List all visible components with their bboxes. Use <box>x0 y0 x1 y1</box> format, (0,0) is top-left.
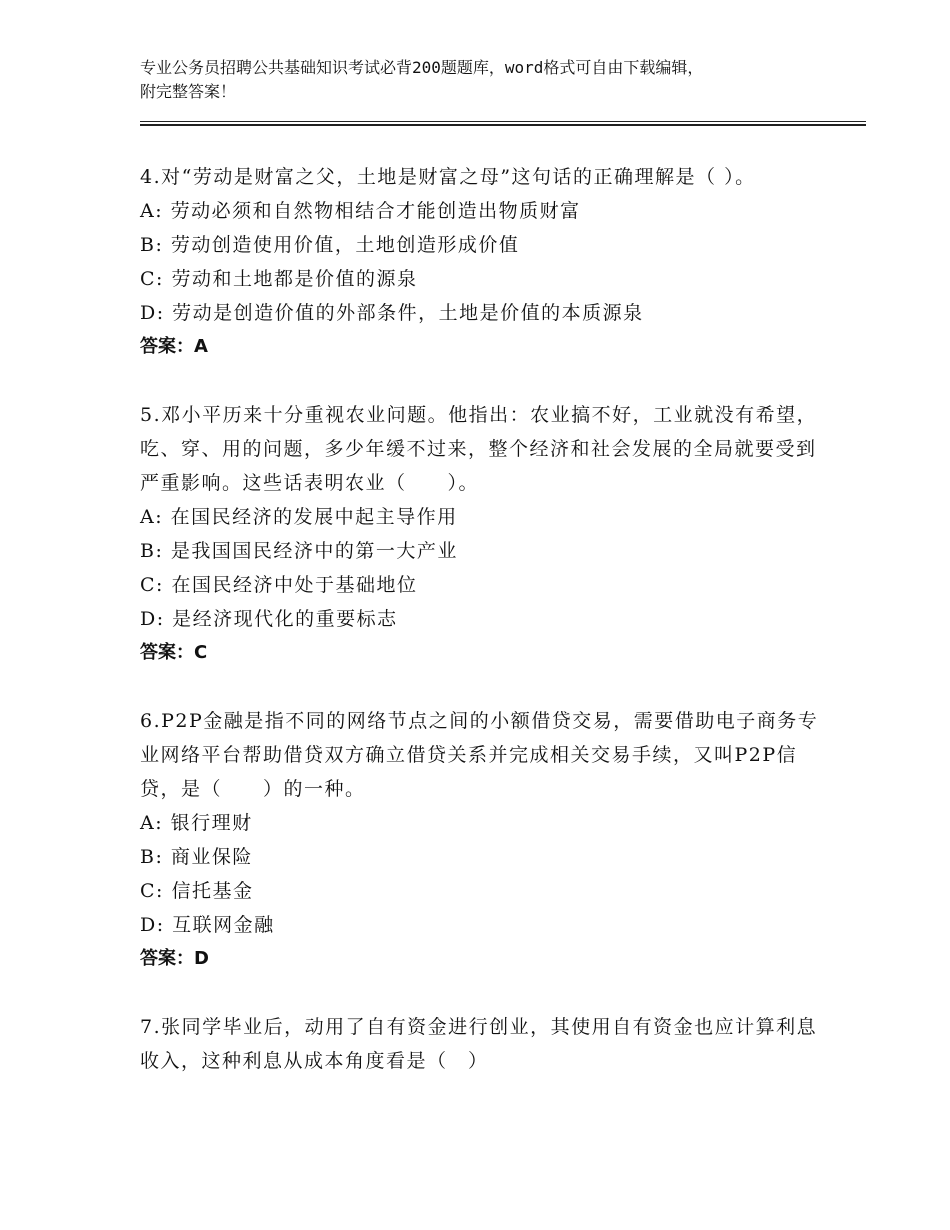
answer-label: 答案：A <box>140 336 208 357</box>
option-b: B: 是我国国民经济中的第一大产业 <box>140 540 458 562</box>
header-title-line-2: 附完整答案！ <box>140 82 237 101</box>
question-6 <box>140 704 820 976</box>
document-header <box>140 56 840 104</box>
option-c: C: 劳动和土地都是价值的源泉 <box>140 268 418 290</box>
question-text: 6.P2P金融是指不同的网络节点之间的小额借贷交易，需要借助电子商务专业网络平台帮助借贷双方确立借贷关系并完成相关交易手续，又叫P2P信贷，是（ ）的一种。 <box>140 710 819 800</box>
header-title-line-1: 专业公务员招聘公共基础知识考试必背200题题库，word格式可自由下载编辑， <box>140 58 704 77</box>
question-text: 5.邓小平历来十分重视农业问题。他指出：农业搞不好，工业就没有希望，吃、穿、用的问题，多少年缓不过来，整个经济和社会发展的全局就要受到严重影响。这些话表明农业（ ）。 <box>140 404 818 494</box>
question-text: 7.张同学毕业后，动用了自有资金进行创业，其使用自有资金也应计算利息收入，这种利息从成本角度看是（ ） <box>140 1016 818 1072</box>
answer-label: 答案：C <box>140 642 208 663</box>
option-a: A: 在国民经济的发展中起主导作用 <box>140 506 458 528</box>
answer-label: 答案：D <box>140 948 209 969</box>
header-divider-thin <box>140 121 866 122</box>
option-d: D: 是经济现代化的重要标志 <box>140 608 398 630</box>
option-c: C: 在国民经济中处于基础地位 <box>140 574 418 596</box>
option-a: A: 劳动必须和自然物相结合才能创造出物质财富 <box>140 200 581 222</box>
question-text: 4.对“劳动是财富之父，土地是财富之母”这句话的正确理解是（ ）。 <box>140 166 756 188</box>
question-list <box>140 160 820 1112</box>
question-7 <box>140 1010 820 1078</box>
option-b: B: 劳动创造使用价值，土地创造形成价值 <box>140 234 520 256</box>
option-b: B: 商业保险 <box>140 846 253 868</box>
option-d: D: 劳动是创造价值的外部条件，土地是价值的本质源泉 <box>140 302 644 324</box>
option-c: C: 信托基金 <box>140 880 254 902</box>
option-d: D: 互联网金融 <box>140 914 275 936</box>
question-4 <box>140 160 820 364</box>
header-divider-thick <box>140 124 866 126</box>
option-a: A: 银行理财 <box>140 812 253 834</box>
question-5 <box>140 398 820 670</box>
